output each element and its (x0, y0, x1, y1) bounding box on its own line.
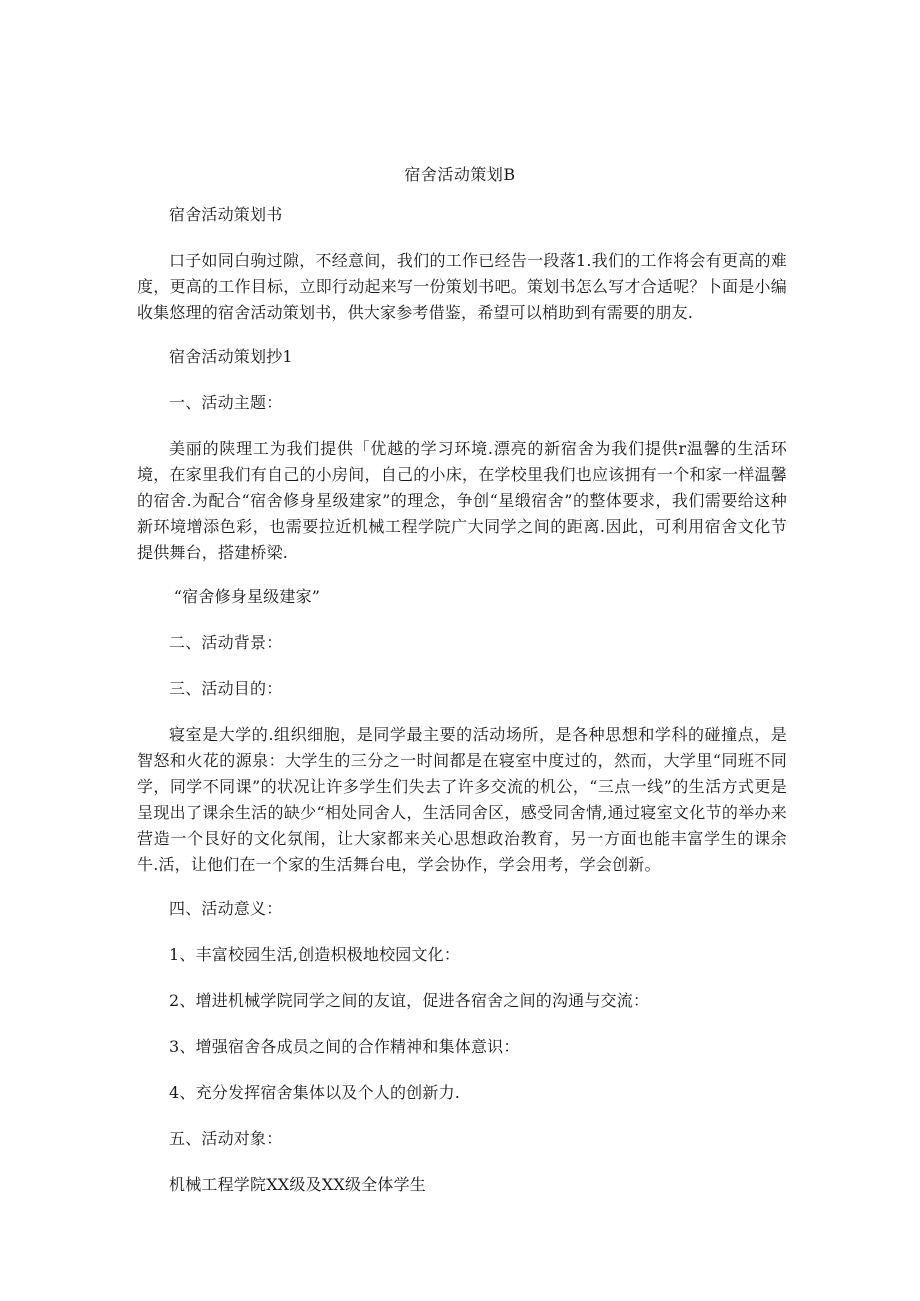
slogan-line: “宿舍修身星级建家” (173, 587, 321, 606)
theme-paragraph: 美丽的陕理工为我们提供「优越的学习环境.漂亮的新宿舍为我们提供r温馨的生活环境，在家里我们有自己的小房间，自己的小床，在学校里我们也应该拥有一个和家一样温馨的宿舍.为配合“宿舍修身星级建家”的理念，争创“星缎宿舍”的整体要求，我们需要给这种新环境增添色彩，也需要拉近机械工程学院广大同学之间的距离.因此，可利用宿舍文化节提供舞台，搭建桥梁. (137, 439, 787, 562)
section-heading-significance: 四、活动意义： (169, 899, 283, 918)
purpose-paragraph: 寝室是大学的.组织细胞，是同学最主要的活动场所，是各种思想和学科的碰撞点，是智怒和火花的源泉：大学生的三分之一时间都是在寝室中度过的，然而，大学里“同班不同学，同学不同课”的状况让许多学生们失去了许多交流的机公，“三点一线”的生活方式更是呈现出了课余生活的缺少“相处同舍人，生活同舍区，感受同舍情,通过寝室文化节的举办来营造一个艮好的文化氛闱，让大家都来关心思想政治教育，另一方面也能丰富学生的课余牛.活，让他们在一个家的生活舞台电，学会协作，学会用考，学会创新。 (137, 725, 787, 874)
plan-title: 宿舍活动策划抄1 (169, 347, 293, 366)
section-heading-target: 五、活动对象： (169, 1129, 283, 1148)
significance-item: 2、增进机械学院同学之间的友谊，促进各宿舍之间的沟通与交流： (169, 991, 650, 1010)
document-title: 宿舍活动策划B (404, 165, 516, 184)
significance-item: 1、丰富校园生活,创造枳极地校园文化： (169, 945, 461, 964)
document-subtitle: 宿舍活动策划书 (169, 205, 283, 224)
significance-item: 4、充分发挥宿舍集体以及个人的创新力. (169, 1083, 461, 1102)
significance-item: 3、增强宿舍各成员之间的合作精神和集体意识： (169, 1037, 520, 1056)
intro-paragraph: 口子如同白驹过隙，不经意间，我们的工作已经告一段落1.我们的工作将会有更高的难度，更高的工作目标，立即行动起来写一份策划书吧。策划书怎么写才合适呢？卜面是小编收集悠理的宿舍活动策划书，供大家参考借鉴，希望可以梢助到有需要的朋友. (137, 251, 787, 322)
document-body (137, 202, 787, 1218)
section-heading-theme: 一、活动主题： (169, 393, 283, 412)
section-heading-background: 二、活动背景： (169, 633, 283, 652)
section-heading-purpose: 三、活动目的： (169, 679, 283, 698)
target-paragraph: 机械工程学院XX级及XX级全体学生 (169, 1175, 426, 1194)
